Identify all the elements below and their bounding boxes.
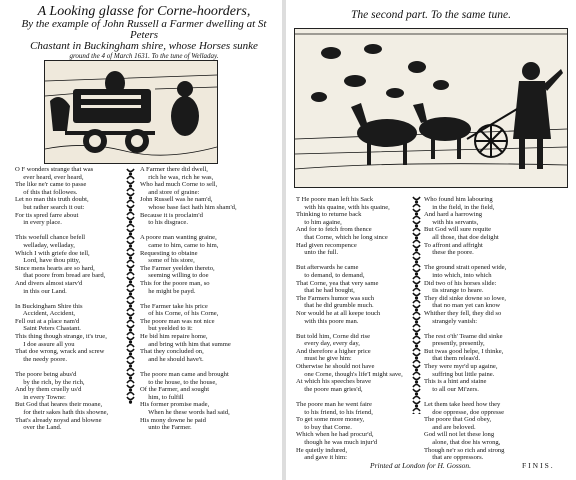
ornamental-border-right xyxy=(412,196,421,414)
title-line-1: A Looking glasse for Corne-hoorders, xyxy=(37,4,251,19)
woodcut-corn-sale-illustration xyxy=(45,61,217,163)
ornamental-border-left xyxy=(126,168,135,404)
finis-mark: FINIS. xyxy=(522,461,555,470)
ornament-band xyxy=(412,196,421,414)
right-page xyxy=(286,0,576,480)
verse-column-1: O F wonders strange that was ever heard, ever heard, The like ne'r came to passe of this that followes. Let no man this truth doubt, but rather search it out: For tis spred farre about in every place. This woefull chance befell welladay, welladay, Which I with griefe doe tell, Lord, have thou pitty, Since mens hearts are so hard, that poore from bread are bard, And divers almost starv'd in this our Land. In Buckingham Shire this Accident, Accident, Fell out at a place nam'd Saint Peters Chastant. This thing though strange, it's true, I doe assure all you That doe wrong, wrack and screw the needy poore. The poore being abus'd by the rich, by the rich, And by them cruelly us'd in every Towne: But God that heares their moane, for their sakes hath this showne, That's already noysd and blowne over the Land. xyxy=(15,166,109,432)
woodcut-sinking-horses-illustration xyxy=(295,29,567,187)
woodcut-corn-sale xyxy=(44,60,218,164)
printer-imprint: Printed at London for H. Gosson. xyxy=(370,461,472,470)
verse-column-2: A Farmer there did dwell, rich he was, rich he was, Who had much Corne to sell, and store of graine: John Russell was he nam'd, whose base fact hath him sham'd, Because it is proclaim'd to his disgrace. A poore man wanting graine, came to him, came to him, Requesting to obtaine some of his store, The Farmer yeelden thereto, seeming willing to doe This for the poore man, so he might be payd. The Farmer take his price of his Corne, of his Corne, The poore man was not nice but yeelded to it: He bid him repaire home, and bring with him that summe That they concluded on, and he should have't. The poore man came and brought to the house, to the house, Of the Farmer, and sought him, to fulfill His former promise made, When he these words had said, His mony downe he paid unto the Farmer. xyxy=(140,166,237,432)
verse-column-2: Who found him labouring in the field, in the field, And hard a harrowing with his servants, But God will sure requite all those, that doe delight To affront and affright these the poore. The ground strait opened wide, into which, into which Did two of his horses slide: tis strange to heare. They did sinke downe so lowe, that no man yet can know Whither they fell, they did so strangely vanish: The rest o'th' Teame did sinke presently, presently, But twas good helpe, I thinke, that them releas'd. They were myr'd up againe, suffring but little paine. This is a hint and staine to all our Mi'zers. Let them take heed how they doe oppresse, doe oppresse The poore that God obey, and are beloved. God will not let these long alone, that doe his wrong, Though ne'r so rich and strong that are oppressors. xyxy=(424,196,507,462)
title-line-2: By the example of John Russell a Farmer dwelling at St Peters xyxy=(21,18,267,41)
left-page xyxy=(0,0,282,480)
ballad-title xyxy=(14,5,274,60)
verse-column-1: T He poore man left his Sack with his quaine, with his quaine, Thinking to returne back to him againe, And for to fetch from thence that Corne, which he long since Had given recompence unto the full. But afterwards he came to demand, to demand, That Corne, yea that very same that he had bought, The Farmers humor was such that he did grumble much. Nor would he at all keepe touch with this poore man. But told him, Corne did rise every day, every day, And therefore a higher price must he give him: Otherwise he should not have one Corne, though's life'I might save, At which his speeches brave the poore man gries'd, The poore man he went faire to his friend, to his friend, To get some more money, to buy that Corne. Which when he had procur'd, though he was much injur'd He quietly indured, and gave it him: xyxy=(296,196,403,462)
title-line-3: Chastant in Buckingham shire, whose Horses sunke xyxy=(30,40,258,52)
title-line-4: ground the 4 of March 1631. To the tune of Welladay. xyxy=(69,52,219,60)
second-part-title: The second part. To the same tune. xyxy=(351,9,511,21)
ornament-band xyxy=(126,168,135,404)
woodcut-sinking-horses xyxy=(294,28,568,188)
